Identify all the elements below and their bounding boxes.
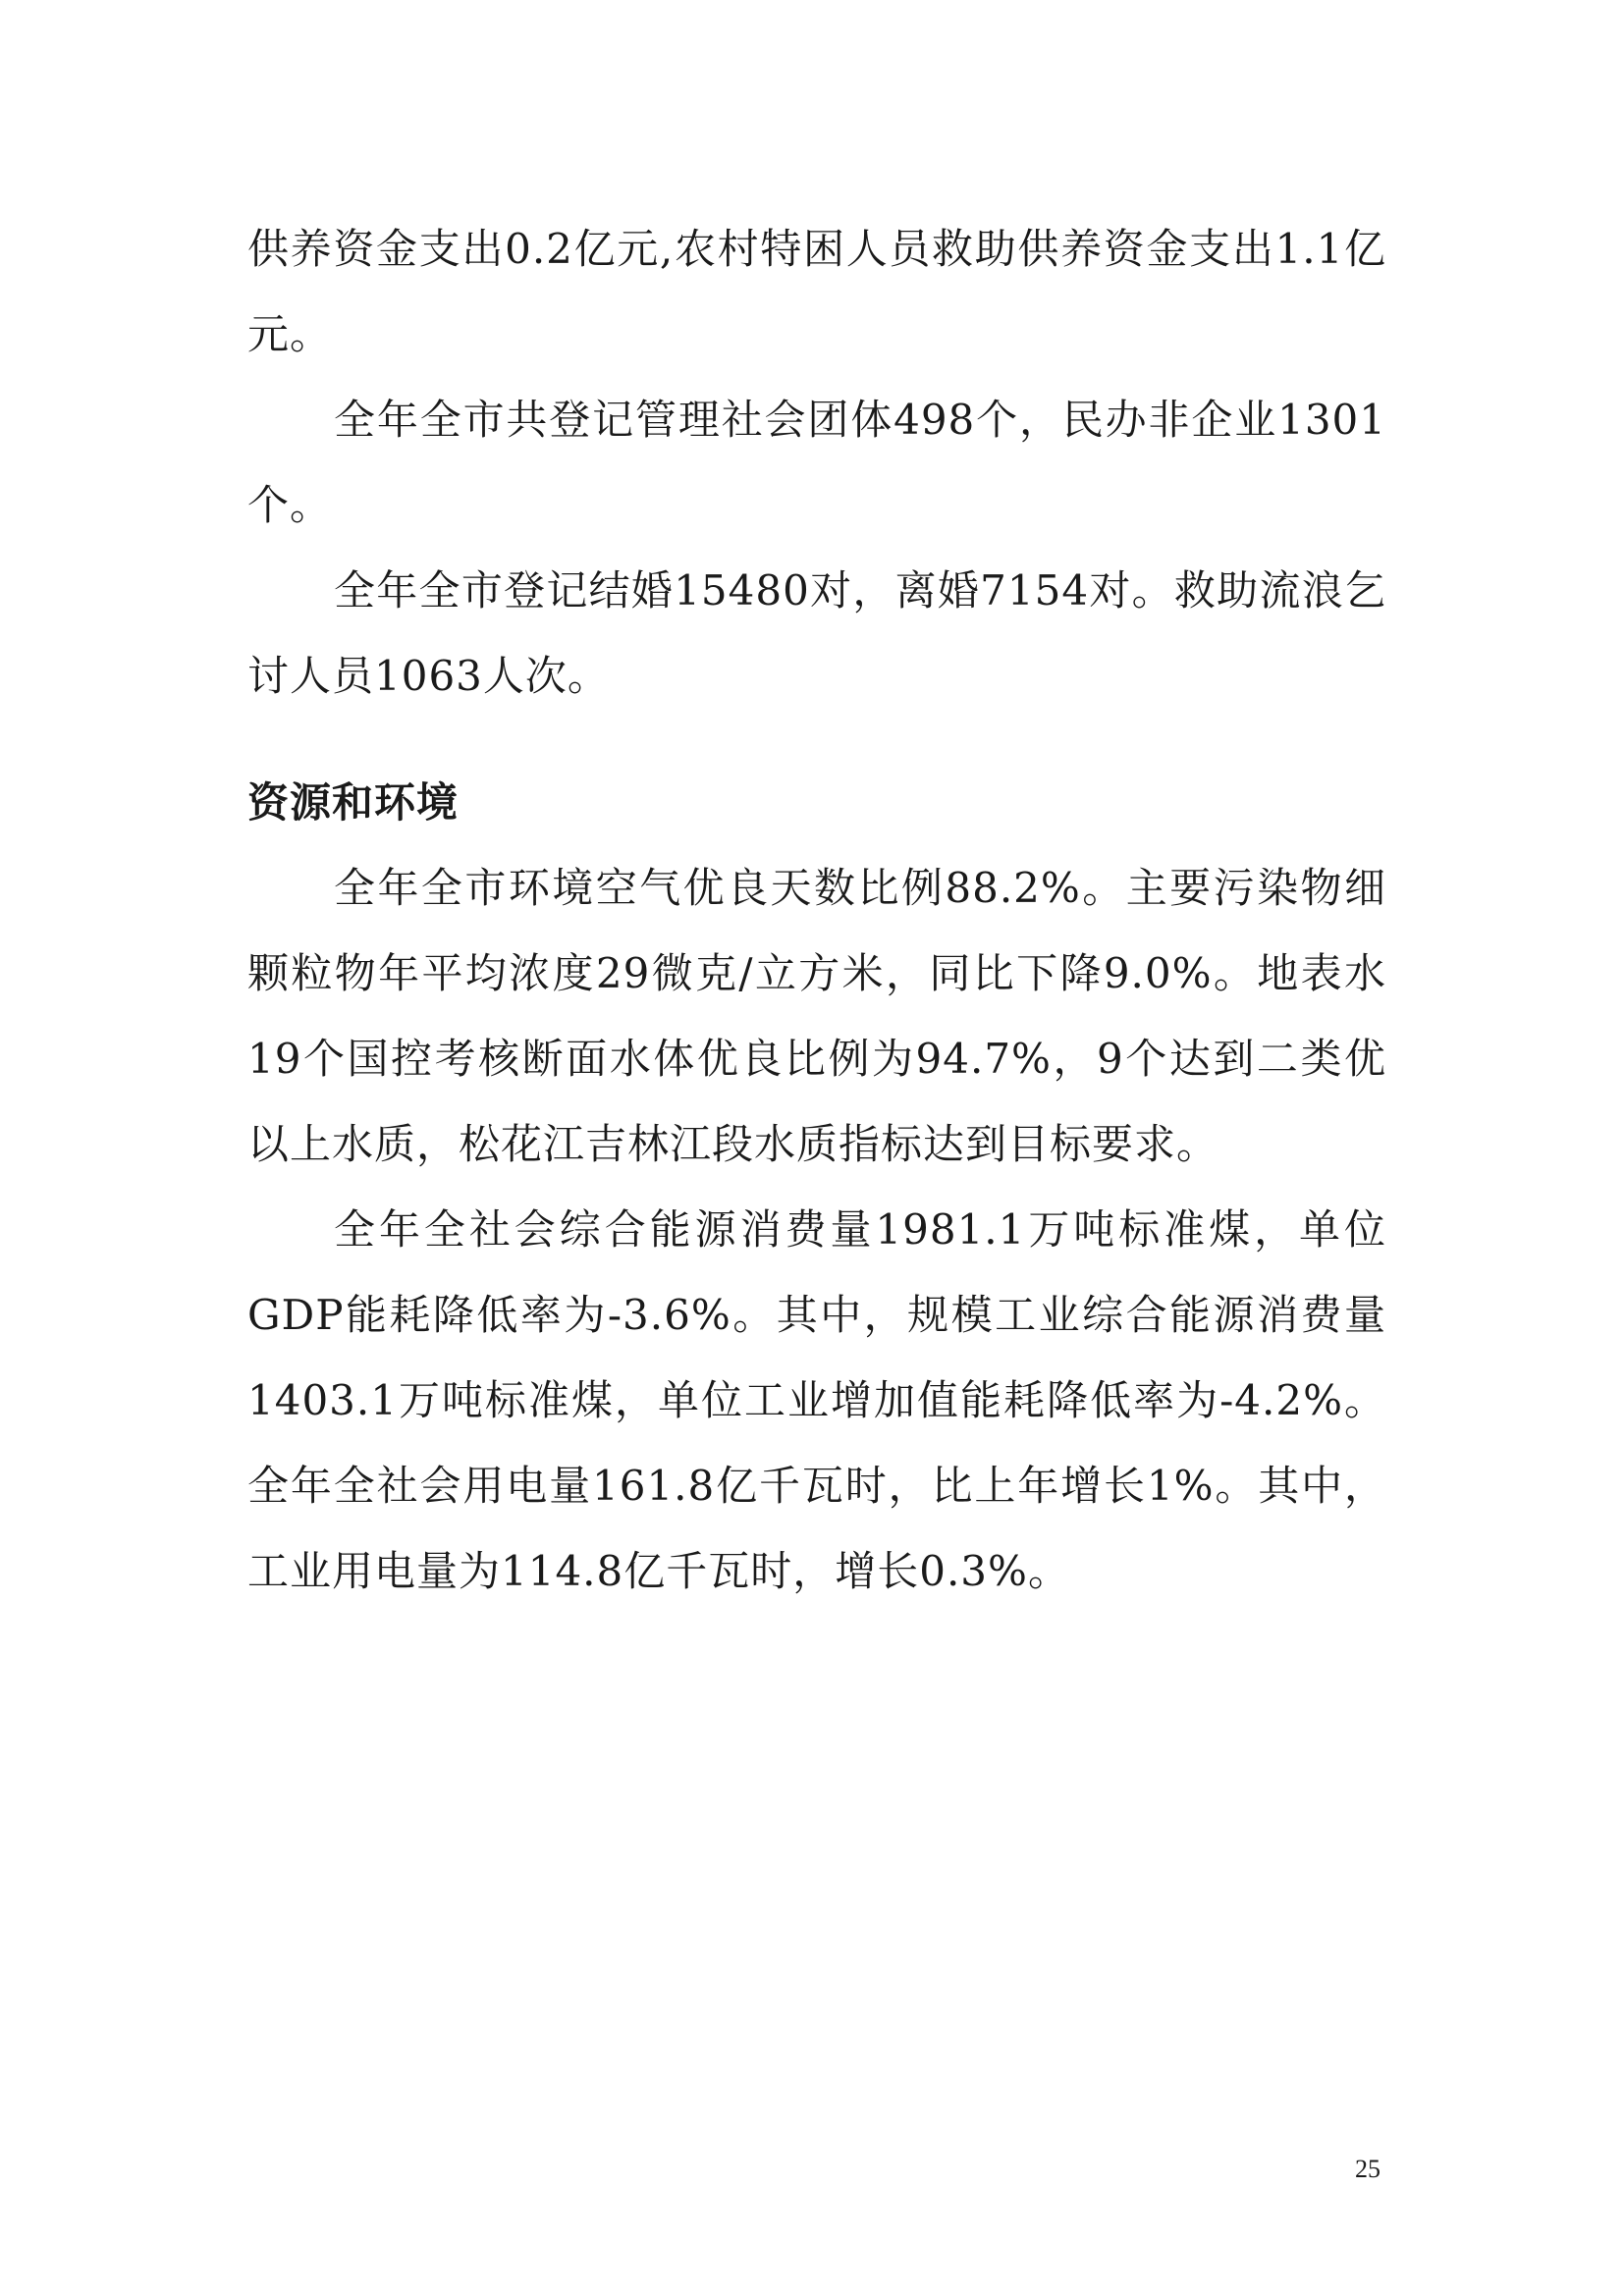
- page-number: 25: [1355, 2155, 1380, 2183]
- document-body: [247, 206, 1386, 1614]
- paragraph-social-organizations: 全年全市共登记管理社会团体498个，民办非企业1301个。: [247, 396, 1386, 529]
- paragraph-energy-consumption: 全年全社会综合能源消费量1981.1万吨标准煤，单位GDP能耗降低率为-3.6%。其中，规模工业综合能源消费量1403.1万吨标准煤，单位工业增加值能耗降低率为-4.2%。全年全社会用电量161.8亿千瓦时，比上年增长1%。其中，工业用电量为114.8亿千瓦时，增长0.3%。: [247, 1205, 1386, 1595]
- paragraph-air-water-quality: 全年全市环境空气优良天数比例88.2%。主要污染物细颗粒物年平均浓度29微克/立方米，同比下降9.0%。地表水19个国控考核断面水体优良比例为94.7%，9个达到二类优以上水质，松花江吉林江段水质指标达到目标要求。: [247, 864, 1386, 1168]
- paragraph-marriage-registration: 全年全市登记结婚15480对，离婚7154对。救助流浪乞讨人员1063人次。: [247, 566, 1386, 700]
- section-heading-resources-environment: 资源和环境: [247, 778, 460, 827]
- paragraph-continuation: 供养资金支出0.2亿元,农村特困人员救助供养资金支出1.1亿元。: [247, 225, 1386, 358]
